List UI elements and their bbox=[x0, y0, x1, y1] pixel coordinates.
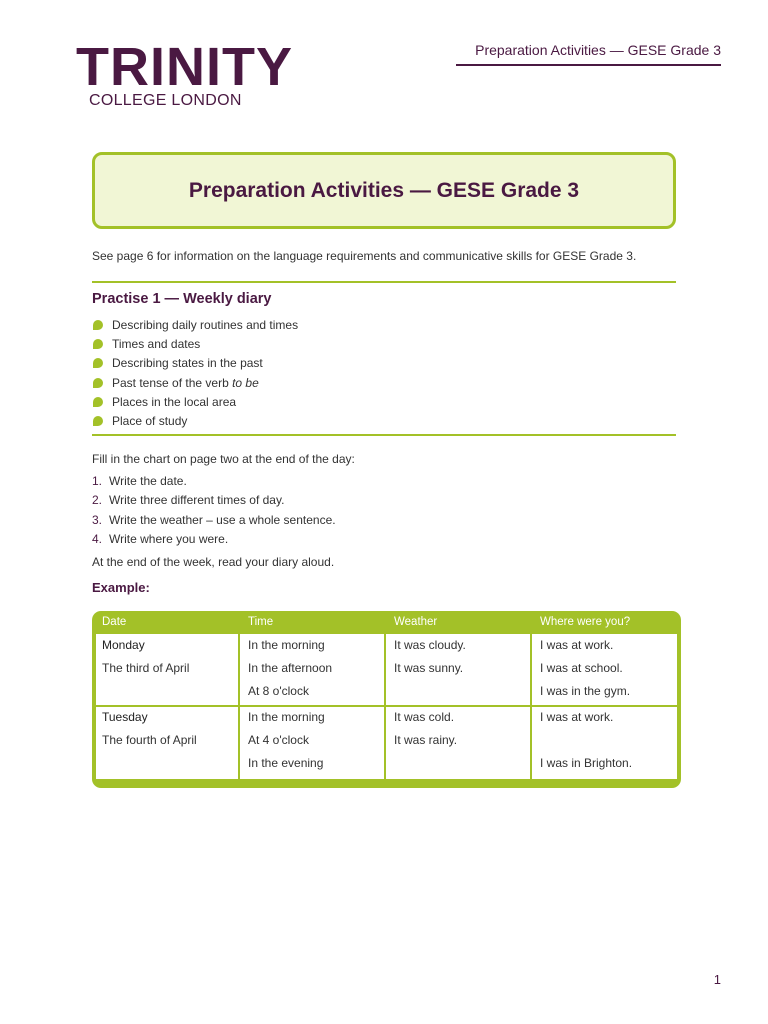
table-cell-date: Monday The third of April bbox=[102, 638, 190, 675]
title-box bbox=[92, 152, 676, 229]
table-cell-where: I was at work. I was at school. I was in the gym. bbox=[540, 638, 631, 698]
header-weather: Weather bbox=[394, 616, 438, 628]
header-date: Date bbox=[102, 616, 127, 628]
speech-bubble-icon bbox=[93, 339, 103, 349]
trinity-logo bbox=[76, 37, 293, 110]
list-item: Describing daily routines and times bbox=[92, 315, 298, 334]
table-cell-time: In the morning In the afternoon At 8 o'clock bbox=[248, 638, 333, 698]
speech-bubble-icon bbox=[93, 416, 103, 426]
table-cell-time: In the morning At 4 o'clock In the evening bbox=[248, 710, 325, 770]
section-title: Practise 1 — Weekly diary bbox=[92, 291, 272, 307]
header-time: Time bbox=[248, 616, 274, 628]
intro-text: See page 6 for information on the language requirements and communicative skills for GESE Grade 3. bbox=[92, 249, 637, 263]
step-item: 3. Write the weather – use a whole sentence. bbox=[92, 512, 336, 527]
logo-wordmark: TRINITY bbox=[76, 37, 293, 97]
list-item: Times and dates bbox=[92, 334, 298, 353]
speech-bubble-icon bbox=[93, 320, 103, 330]
italic-term: to be bbox=[232, 375, 259, 390]
speech-bubble-icon bbox=[93, 397, 103, 407]
step-item: 2. Write three different times of day. bbox=[92, 493, 285, 508]
table-cell-weather: It was cold. It was rainy. bbox=[394, 710, 458, 747]
speech-bubble-icon bbox=[93, 378, 103, 388]
table-cell-where: I was at work. I was in Brighton. bbox=[540, 710, 633, 770]
example-label: Example: bbox=[92, 580, 150, 595]
step-item: 4. Write where you were. bbox=[92, 532, 229, 547]
steps-list bbox=[92, 471, 336, 549]
running-header: Preparation Activities — GESE Grade 3 bbox=[456, 42, 721, 66]
table-body bbox=[96, 634, 677, 779]
step-item: 1. Write the date. bbox=[92, 473, 187, 488]
example-table bbox=[92, 611, 681, 788]
speech-bubble-icon bbox=[93, 358, 103, 368]
topic-list bbox=[92, 315, 298, 431]
table-cell-date: Tuesday The fourth of April bbox=[102, 710, 197, 747]
logo-subtitle: COLLEGE LONDON bbox=[89, 92, 242, 109]
list-item: Describing states in the past bbox=[92, 354, 298, 373]
table-cell-weather: It was cloudy. It was sunny. bbox=[394, 638, 466, 675]
list-item: Place of study bbox=[92, 411, 298, 430]
list-item: Places in the local area bbox=[92, 392, 298, 411]
divider-top bbox=[92, 281, 676, 283]
page-title: Preparation Activities — GESE Grade 3 bbox=[188, 178, 580, 202]
instructions-lead: Fill in the chart on page two at the end of the day: bbox=[92, 452, 355, 466]
list-item: Past tense of the verb to be bbox=[92, 373, 298, 392]
instructions-end: At the end of the week, read your diary aloud. bbox=[92, 555, 335, 569]
divider-bottom bbox=[92, 434, 676, 436]
header-where: Where were you? bbox=[540, 616, 631, 628]
page-number: 1 bbox=[713, 972, 721, 987]
table-header bbox=[92, 611, 681, 633]
